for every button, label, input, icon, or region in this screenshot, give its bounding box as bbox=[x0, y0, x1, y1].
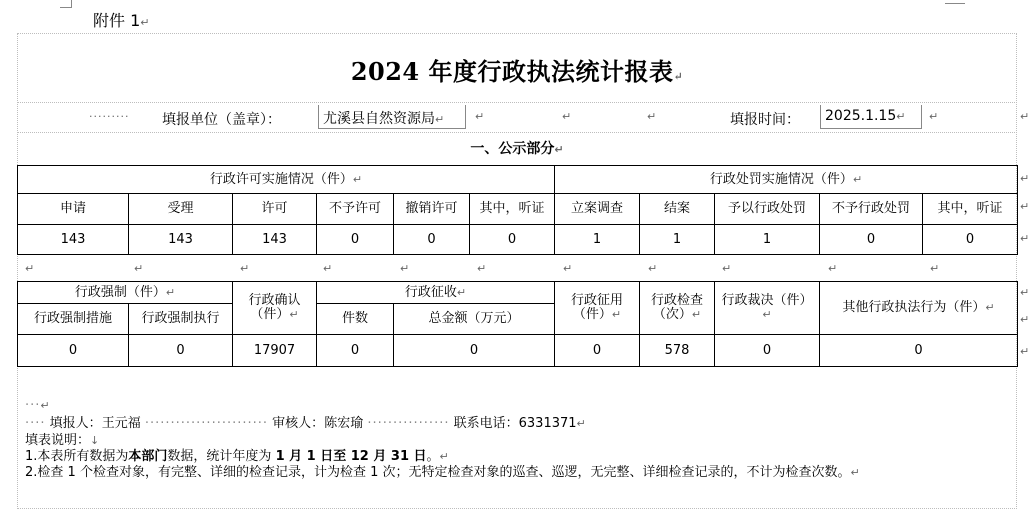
note-2-text: 2.检查 1 个检查对象，有完整、详细的检查记录，计为检查 1 次；无特定检查对象的巡查、巡逻，无完整、详细检查记录的，不计为检查次数。 bbox=[25, 465, 851, 480]
header-cell: 不予许可 bbox=[317, 194, 394, 225]
permit-penalty-table bbox=[17, 165, 1018, 255]
levy-count-header: 件数 bbox=[317, 304, 394, 335]
paragraph-mark-icon: ↵ bbox=[930, 262, 940, 275]
section-heading bbox=[0, 138, 1034, 158]
paragraph-mark-icon: ↵ bbox=[477, 262, 487, 275]
inspection-title: 行政检查（次） bbox=[651, 293, 704, 322]
report-title-text: 2024 年度行政执法统计报表 bbox=[350, 57, 674, 86]
other-header bbox=[820, 282, 1018, 335]
row-end-mark-icon: ↵ bbox=[1020, 232, 1030, 245]
row-end-mark-icon: ↵ bbox=[1020, 286, 1030, 299]
reviewer-name: 陈宏瑜 bbox=[324, 416, 364, 431]
paragraph-mark-icon: ↵ bbox=[439, 450, 449, 463]
paragraph-mark-icon: ↓ bbox=[90, 434, 100, 447]
paragraph-mark-icon: ↵ bbox=[25, 262, 35, 275]
value-cell[interactable]: 0 bbox=[394, 225, 470, 255]
leader-dots: ························ bbox=[144, 416, 269, 431]
value-cell[interactable]: 0 bbox=[820, 335, 1018, 367]
header-cell: 受理 bbox=[129, 194, 233, 225]
paragraph-mark-icon: ↵ bbox=[165, 285, 176, 299]
paragraph-mark-icon: ↵ bbox=[691, 308, 702, 321]
paragraph-mark-icon: ↵ bbox=[850, 466, 860, 479]
info-row bbox=[17, 104, 1017, 130]
enforce-group-title: 行政强制（件） bbox=[74, 284, 166, 300]
value-cell[interactable]: 1 bbox=[640, 225, 715, 255]
row-end-mark-icon: ↵ bbox=[1020, 172, 1030, 185]
value-cell[interactable]: 0 bbox=[470, 225, 555, 255]
row-end-mark-icon: ↵ bbox=[1020, 313, 1030, 326]
requisition-header bbox=[555, 282, 640, 335]
section-title: 一、公示部分 bbox=[470, 141, 555, 157]
filler-name: 王元福 bbox=[101, 416, 141, 431]
header-cell: 予以行政处罚 bbox=[715, 194, 820, 225]
paragraph-mark-icon: ↵ bbox=[456, 285, 467, 299]
permit-group-title: 行政许可实施情况（件） bbox=[209, 171, 353, 187]
paragraph-mark-icon: ↵ bbox=[828, 262, 838, 275]
header-cell: 撤销许可 bbox=[394, 194, 470, 225]
signature-row bbox=[25, 412, 586, 431]
value-cell[interactable]: 0 bbox=[18, 335, 129, 367]
value-cell[interactable]: 1 bbox=[715, 225, 820, 255]
header-cell: 许可 bbox=[233, 194, 317, 225]
value-cell[interactable]: 0 bbox=[923, 225, 1018, 255]
divider bbox=[17, 102, 1017, 103]
paragraph-mark-icon: ↵ bbox=[40, 399, 50, 412]
header-cell: 申请 bbox=[18, 194, 129, 225]
value-cell[interactable]: 0 bbox=[394, 335, 555, 367]
crop-mark-top-left bbox=[60, 0, 72, 8]
divider bbox=[17, 132, 1017, 133]
paragraph-mark-icon: ↵ bbox=[647, 110, 657, 123]
header-cell: 结案 bbox=[640, 194, 715, 225]
leader-dots: ················ bbox=[367, 416, 450, 431]
attachment-text: 附件 1 bbox=[93, 11, 141, 30]
paragraph-mark-icon: ↵ bbox=[240, 262, 250, 275]
header-cell: 其中，听证 bbox=[470, 194, 555, 225]
value-cell[interactable]: 1 bbox=[555, 225, 640, 255]
confirm-header bbox=[233, 282, 317, 335]
paragraph-mark-icon: ↵ bbox=[611, 308, 622, 321]
value-cell[interactable]: 143 bbox=[18, 225, 129, 255]
leader-dots: ···· bbox=[25, 416, 46, 431]
enforcement-table bbox=[17, 281, 1018, 367]
note-1-emphasis: 1 月 1 日至 12 月 31 日 bbox=[275, 449, 427, 464]
report-title bbox=[0, 52, 1034, 87]
value-cell[interactable]: 578 bbox=[640, 335, 715, 367]
paragraph-mark-icon: ↵ bbox=[140, 16, 150, 29]
row-end-mark-icon: ↵ bbox=[1020, 345, 1030, 358]
phone-label: 联系电话： bbox=[453, 416, 519, 431]
note-2 bbox=[25, 461, 860, 480]
note-1-text: 。 bbox=[426, 449, 440, 464]
spacer-row bbox=[0, 262, 1034, 276]
value-cell[interactable]: 17907 bbox=[233, 335, 317, 367]
paragraph-mark-icon: ↵ bbox=[929, 110, 939, 123]
levy-group-title: 行政征收 bbox=[404, 284, 457, 300]
paragraph-mark-icon: ↵ bbox=[896, 110, 906, 123]
other-title: 其他行政执法行为（件） bbox=[842, 300, 986, 315]
paragraph-mark-icon: ↵ bbox=[435, 113, 445, 126]
value-cell[interactable]: 0 bbox=[317, 225, 394, 255]
enforce-exec-header: 行政强制执行 bbox=[129, 304, 233, 335]
levy-amount-header: 总金额（万元） bbox=[394, 304, 555, 335]
header-cell: 不予行政处罚 bbox=[820, 194, 923, 225]
paragraph-mark-icon: ↵ bbox=[648, 262, 658, 275]
filler-label: 填报人： bbox=[49, 416, 102, 431]
crop-mark-top-right bbox=[945, 0, 965, 4]
value-cell[interactable]: 143 bbox=[129, 225, 233, 255]
value-cell[interactable]: 0 bbox=[129, 335, 233, 367]
paragraph-mark-icon: ↵ bbox=[562, 110, 572, 123]
ruling-title: 行政裁决（件） bbox=[721, 293, 813, 308]
phone-value: 6331371 bbox=[518, 416, 577, 431]
paragraph-mark-icon: ↵ bbox=[352, 172, 363, 186]
paragraph-mark-icon: ↵ bbox=[400, 262, 410, 275]
levy-group-header bbox=[317, 282, 555, 304]
paragraph-mark-icon: ↵ bbox=[554, 143, 564, 156]
paragraph-mark-icon: ↵ bbox=[722, 262, 732, 275]
paragraph-mark-icon: ↵ bbox=[289, 308, 299, 321]
time-field[interactable] bbox=[820, 105, 922, 129]
paragraph-mark-icon: ↵ bbox=[134, 262, 144, 275]
ruling-header bbox=[715, 282, 820, 335]
time-label: 填报时间： bbox=[730, 112, 800, 128]
row-end-mark-icon: ↵ bbox=[1020, 110, 1030, 123]
unit-field[interactable] bbox=[318, 105, 466, 129]
header-cell: 其中，听证 bbox=[923, 194, 1018, 225]
paragraph-mark-icon: ↵ bbox=[852, 172, 863, 186]
value-cell[interactable]: 0 bbox=[820, 225, 923, 255]
value-cell[interactable]: 143 bbox=[233, 225, 317, 255]
paragraph-mark-icon: ↵ bbox=[762, 308, 772, 321]
enforce-group-header bbox=[18, 282, 233, 304]
confirm-title: 行政确认（件） bbox=[248, 293, 301, 322]
unit-value: 尤溪县自然资源局 bbox=[323, 111, 435, 127]
attachment-label bbox=[93, 8, 150, 31]
penalty-group-header bbox=[555, 166, 1018, 194]
time-value: 2025.1.15 bbox=[825, 108, 897, 124]
paragraph-mark-icon: ↵ bbox=[673, 70, 684, 83]
note-1-text: 数据，统计年度为 bbox=[167, 449, 276, 464]
leader-dots: ········· bbox=[89, 110, 130, 123]
paragraph-mark-icon: ↵ bbox=[323, 262, 333, 275]
inspection-header bbox=[640, 282, 715, 335]
note-1-text: 1.本表所有数据为 bbox=[25, 449, 129, 464]
paragraph-mark-icon: ↵ bbox=[576, 417, 586, 430]
header-cell: 立案调查 bbox=[555, 194, 640, 225]
value-cell[interactable]: 0 bbox=[715, 335, 820, 367]
requisition-title: 行政征用（件） bbox=[571, 293, 624, 322]
paragraph-mark-icon: ↵ bbox=[985, 301, 995, 314]
reviewer-label: 审核人： bbox=[272, 416, 325, 431]
permit-group-header bbox=[18, 166, 555, 194]
penalty-group-title: 行政处罚实施情况（件） bbox=[709, 171, 853, 187]
enforce-measure-header: 行政强制措施 bbox=[18, 304, 129, 335]
paragraph-mark-icon: ↵ bbox=[475, 110, 485, 123]
unit-label: 填报单位（盖章）： bbox=[162, 112, 281, 128]
paragraph-mark-icon: ↵ bbox=[563, 262, 573, 275]
notes-title-text: 填表说明： bbox=[25, 433, 91, 448]
footer-dots: ···↵ bbox=[25, 398, 50, 413]
value-cell[interactable]: 0 bbox=[317, 335, 394, 367]
row-end-mark-icon: ↵ bbox=[1020, 200, 1030, 213]
value-cell[interactable]: 0 bbox=[555, 335, 640, 367]
note-1-emphasis: 本部门 bbox=[128, 449, 168, 464]
